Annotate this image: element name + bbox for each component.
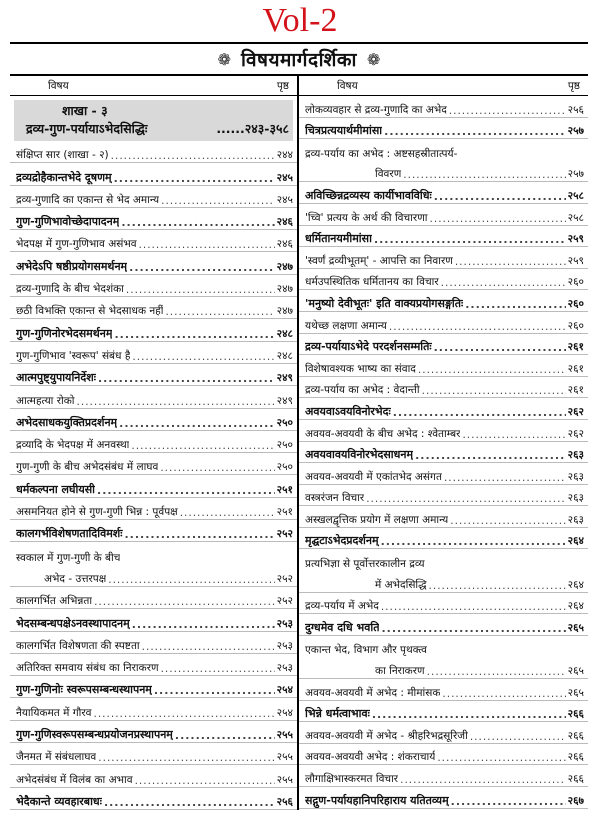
dot-leader <box>121 216 274 229</box>
toc-entry <box>299 657 588 679</box>
entry-text: आत्महत्या रोको <box>16 394 75 407</box>
entry-text: सद्गुण-पर्यायहानिपरिहाराय यतितव्यम् <box>305 793 449 807</box>
entry-page-number: २५० <box>276 439 293 452</box>
dot-leader <box>381 601 566 613</box>
toc-entry <box>299 161 588 183</box>
left-column-header <box>10 76 297 96</box>
entry-page-number: २५३ <box>276 639 293 652</box>
entry-page-number: २५३ <box>276 662 293 675</box>
toc-entry <box>10 743 297 765</box>
entry-text: 'स्वर्णं द्रव्यीभूतम्' - आपत्ति का निवारण <box>305 254 453 267</box>
entry-text: भेदैकान्ते व्यवहारबाधः <box>16 794 102 808</box>
entry-text: अभेद - उत्तरपक्ष <box>44 572 107 585</box>
dot-leader <box>94 596 275 608</box>
dot-leader <box>77 396 275 408</box>
toc-entry <box>299 442 588 464</box>
dot-leader <box>374 233 566 246</box>
entry-page-number: २४४ <box>276 149 293 162</box>
entry-page-number: २६३ <box>567 492 584 505</box>
entry-text: धर्मितानयमीमांसा <box>305 232 372 246</box>
entry-page-number: २६७ <box>567 794 584 807</box>
toc-entry <box>299 204 588 226</box>
toc-entry <box>299 334 588 356</box>
entry-page-number: २६० <box>567 297 584 310</box>
toc-entry <box>299 765 588 787</box>
toc-entry <box>10 252 297 274</box>
entry-text: द्रव्यद्रोहैकान्तभेदे दूषणम् <box>16 170 112 184</box>
entry-page-number: २५८ <box>567 189 584 202</box>
dot-leader <box>465 298 565 311</box>
dot-leader <box>381 622 565 635</box>
entry-text: आत्मपुष्ट्युपायनिर्देशः <box>16 371 96 385</box>
volume-label: Vol-2 <box>262 2 338 39</box>
entry-page-number: २६६ <box>567 751 584 764</box>
entry-page-number: २४६ <box>276 216 293 229</box>
dot-leader <box>114 328 274 341</box>
page-title: विषयमार्गदर्शिका <box>241 49 357 71</box>
toc-entry <box>299 420 588 442</box>
entry-page-number: २५८ <box>567 211 584 224</box>
toc-entry <box>10 542 297 564</box>
dot-leader <box>104 796 275 809</box>
entry-text: वस्त्ररंजन विचार <box>305 492 365 505</box>
toc-entry <box>299 614 588 636</box>
toc-entry <box>10 609 297 631</box>
toc-entry <box>10 565 297 587</box>
toc-entry <box>299 679 588 701</box>
toc-entry <box>299 744 588 766</box>
dot-leader <box>98 372 275 385</box>
toc-entry <box>10 163 297 185</box>
entry-page-number: २६१ <box>567 384 584 397</box>
dot-leader <box>119 417 274 430</box>
toc-entry <box>299 528 588 550</box>
entry-text: अवयव-अवयवी अभेद : शंकराचार्य <box>305 751 436 764</box>
entry-page-number: २५२ <box>276 528 293 541</box>
entry-text: एकान्त भेद, विभाग और पृथक्त्व <box>305 644 427 657</box>
dot-leader <box>131 440 274 452</box>
entry-text: कालगर्भित विशेषणता की स्पष्टता <box>16 639 140 652</box>
dot-leader <box>449 105 566 117</box>
entry-text: स्वकाल में गुण-गुणी के बीच <box>16 551 121 564</box>
dot-leader <box>114 172 275 185</box>
entry-text: में अभेदसिद्धि <box>375 578 427 591</box>
toc-entry <box>10 409 297 431</box>
entry-text: लोकव्यवहार से द्रव्य-गुणादि का अभेद <box>305 103 447 116</box>
entry-page-number: २५० <box>276 416 293 429</box>
toc-entry <box>10 475 297 497</box>
dot-leader <box>441 277 566 289</box>
dot-leader <box>135 775 275 787</box>
toc-entry <box>299 549 588 571</box>
entry-page-number: २५९ <box>567 254 584 267</box>
toc-entry <box>10 297 297 319</box>
entry-text: विवरण <box>375 168 402 181</box>
entry-text: द्रव्य-गुणादि का एकान्त से भेद अमान्य <box>16 193 160 206</box>
entry-text: भेदसम्बन्धपक्षेऽनवस्थापादनम् <box>16 616 130 630</box>
entry-page-number: २६३ <box>567 513 584 526</box>
entry-page-number: २६४ <box>567 578 584 591</box>
toc-entry <box>299 377 588 399</box>
toc-entry <box>10 698 297 720</box>
dot-leader <box>455 256 566 268</box>
dot-leader <box>434 341 566 354</box>
toc-entry <box>299 290 588 312</box>
entry-page-number: २६४ <box>567 600 584 613</box>
toc-entry <box>299 182 588 204</box>
page-header: पृष्ठ <box>567 79 580 92</box>
entry-text: विशेषावश्यक भाष्य का संवाद <box>305 362 416 375</box>
contents-columns <box>10 76 588 810</box>
dot-leader <box>126 284 275 296</box>
left-column <box>10 76 299 810</box>
entry-text: चित्रप्रत्ययार्थमीमांसा <box>305 124 383 138</box>
entry-text: अवयव-अवयवी में अभेद - श्रीहरिभद्रसूरिजी <box>305 729 468 742</box>
entry-page-number: २६६ <box>567 773 584 785</box>
dot-leader <box>381 535 566 548</box>
entry-page-number: २६० <box>567 319 584 332</box>
entry-page-number: २६१ <box>567 362 584 375</box>
entry-page-number: २४९ <box>276 394 293 407</box>
entry-text: धर्मउपस्थितिक धर्मितानय का विचार <box>305 276 439 289</box>
dot-leader <box>129 261 274 274</box>
entry-text: गुण-गुणिभावोच्छेदापादनम् <box>16 215 120 229</box>
entry-page-number: २५५ <box>276 729 293 742</box>
entry-text: गुण-गुणिस्वरूपसम्बन्धप्रयोजनप्रस्थापनम् <box>16 728 173 742</box>
entry-page-number: २४८ <box>276 327 293 340</box>
entry-text: 'च्वि' प्रत्यय के अर्थ की विचारणा <box>305 211 428 224</box>
page-header: पृष्ठ <box>276 79 289 92</box>
entry-text: यथेच्छ लक्षणा अमान्य <box>305 319 387 332</box>
section-title-row <box>18 120 289 138</box>
toc-entry <box>10 230 297 252</box>
entry-text: द्रव्य-पर्याय का अभेद : वेदान्ती <box>305 384 420 397</box>
dot-leader <box>108 574 274 586</box>
toc-entry <box>10 208 297 230</box>
entry-page-number: २६४ <box>567 535 584 548</box>
toc-entry <box>299 571 588 593</box>
toc-entry <box>10 676 297 698</box>
entry-page-number: २५१ <box>276 483 293 496</box>
dot-leader <box>132 351 274 363</box>
entry-text: अवयव-अवयवी में अभेद : मीमांसक <box>305 686 441 699</box>
toc-entry <box>299 226 588 248</box>
toc-entry <box>299 636 588 658</box>
dot-leader <box>165 306 274 318</box>
entry-text: अस्खलद्वृत्तिक प्रयोग में लक्षणा अमान्य <box>305 513 449 526</box>
toc-entry <box>10 520 297 542</box>
entry-text: धर्मकल्पना लघीयसी <box>16 482 96 496</box>
entry-text: कालगर्भविशेषणतादिविमर्शः <box>16 527 123 541</box>
toc-entry <box>299 506 588 528</box>
toc-entry <box>299 96 588 118</box>
title-bar <box>10 42 588 76</box>
section-heading: शाखा - ३ <box>62 103 108 118</box>
dot-leader <box>418 364 566 376</box>
dot-leader <box>175 729 275 742</box>
dot-leader <box>161 195 275 207</box>
right-column <box>299 76 588 810</box>
dot-leader <box>462 429 565 441</box>
entry-text: प्रत्यभिज्ञा से पूर्वोत्तरकालीन द्रव्य <box>305 558 425 571</box>
toc-entry <box>299 701 588 723</box>
dot-leader <box>450 515 565 527</box>
entry-page-number: २४८ <box>276 349 293 362</box>
dot-leader <box>415 449 566 462</box>
entry-text: 'मनुष्यो देवीभूतः' इति वाक्यप्रयोगसङ्गतिः <box>305 296 464 310</box>
entry-page-number: २६५ <box>567 686 584 699</box>
entry-text: लौगाक्षिभास्करमत विचार <box>305 773 399 785</box>
entry-page-number: २५७ <box>567 168 584 181</box>
entry-page-number: २६१ <box>567 341 584 354</box>
dot-leader <box>97 484 275 497</box>
section-title: द्रव्य-गुण-पर्यायाऽभेदसिद्धिः <box>26 121 148 136</box>
entry-text: गुण-गुणिभाव 'स्वरूप' संबंध है <box>16 349 131 362</box>
entry-page-number: २५६ <box>276 795 293 808</box>
entry-text: गुण-गुणिनोरभेदसमर्थनम् <box>16 326 113 340</box>
dot-leader <box>142 641 275 653</box>
flower-ornament-icon: ❁ <box>366 49 381 69</box>
entry-text: गुण-गुणी के बीच अभेदसंबंध में लाघव <box>16 461 159 474</box>
entry-text: अभेदसंबंध में विलंब का अभाव <box>16 773 133 786</box>
toc-entry <box>299 463 588 485</box>
entry-text: नैयायिकमत में गौरव <box>16 706 92 719</box>
dot-leader <box>403 169 565 181</box>
toc-entry <box>10 364 297 386</box>
toc-entry <box>10 632 297 654</box>
dot-leader <box>154 684 275 697</box>
toc-entry <box>10 788 297 810</box>
entry-page-number: २५४ <box>276 684 293 697</box>
dot-leader <box>393 406 566 419</box>
toc-entry <box>10 319 297 341</box>
entry-page-number: २५२ <box>276 572 293 585</box>
toc-entry <box>299 722 588 744</box>
toc-entry <box>299 139 588 161</box>
entry-page-number: २६० <box>567 276 584 289</box>
subject-header: विषय <box>337 79 358 92</box>
entry-text: भेदपक्ष में गुण-गुणिभाव असंभव <box>16 238 137 251</box>
entry-text: अभेदसाधकयुक्तिप्रदर्शनम् <box>16 415 118 429</box>
toc-entry <box>299 593 588 615</box>
entry-page-number: २४७ <box>276 283 293 296</box>
dot-leader <box>384 125 565 138</box>
dot-leader <box>437 752 565 764</box>
entry-text: गुण-गुणिनोः स्वरूपसम्बन्धस्थापनम् <box>16 683 152 697</box>
toc-entry <box>299 269 588 291</box>
entry-page-number: २५१ <box>276 506 293 519</box>
entry-text: भिन्ने धर्मत्वाभावः <box>305 707 370 721</box>
right-column-header <box>299 76 588 96</box>
toc-entry <box>10 721 297 743</box>
dot-leader <box>389 321 566 333</box>
entry-text: द्रव्य-पर्याय का अभेद : अष्टसहस्रीतात्पर्य- <box>305 147 458 160</box>
dot-leader <box>427 666 566 678</box>
entry-text: संक्षिप्त सार (शाखा - २) <box>16 149 109 162</box>
entry-text: अविच्छिन्नद्रव्यस्य कार्यीभावविधिः <box>305 188 432 202</box>
entry-page-number: २६६ <box>567 729 584 742</box>
entry-page-number: २६५ <box>567 665 584 678</box>
toc-entry <box>10 342 297 364</box>
entry-page-number: २४६ <box>276 238 293 251</box>
entry-page-number: २६३ <box>567 449 584 462</box>
dot-leader <box>94 708 275 720</box>
dot-leader <box>444 472 566 484</box>
toc-entry <box>10 498 297 520</box>
entry-text: मृद्घटाऽभेदप्रदर्शनम् <box>305 534 379 548</box>
entry-page-number: २६६ <box>567 708 584 721</box>
dot-leader <box>422 385 566 397</box>
entry-page-number: २४५ <box>276 171 293 184</box>
toc-entry <box>10 587 297 609</box>
entry-page-number: २६२ <box>567 427 584 440</box>
dot-leader <box>98 752 274 764</box>
dot-leader <box>161 663 275 675</box>
toc-entry <box>10 654 297 676</box>
entry-page-number: २५३ <box>276 617 293 630</box>
entry-text: द्रव्य-गुणादि के बीच भेदशंका <box>16 283 124 296</box>
toc-entry <box>299 312 588 334</box>
entry-text: असमनियत होने से गुण-गुणी भिन्न : पूर्वपक्ष <box>16 506 178 519</box>
toc-entry <box>299 247 588 269</box>
entry-page-number: २४५ <box>276 193 293 206</box>
right-entry-list <box>299 96 588 809</box>
entry-text: दुग्धमेव दधि भवति <box>305 620 380 634</box>
dot-leader <box>429 580 566 592</box>
toc-entry <box>299 355 588 377</box>
toc-entry <box>299 118 588 140</box>
entry-text: द्रव्यादि के भेदपक्ष में अनवस्था <box>16 439 130 452</box>
dot-leader <box>372 708 566 721</box>
entry-text: का निराकरण <box>375 665 425 678</box>
entry-text: अभेदेऽपि षष्ठीप्रयोगसमर्थनम् <box>16 259 128 273</box>
toc-entry <box>299 398 588 420</box>
entry-page-number: २४७ <box>276 260 293 273</box>
entry-page-number: २५२ <box>276 595 293 608</box>
dot-leader <box>111 150 275 162</box>
entry-page-number: २५४ <box>276 706 293 719</box>
dot-leader <box>132 618 275 631</box>
entry-text: जैनमत में संबंधलाघव <box>16 751 97 764</box>
toc-entry <box>10 386 297 408</box>
dot-leader <box>430 213 566 225</box>
entry-page-number: २४९ <box>276 372 293 385</box>
left-entry-list <box>10 141 297 810</box>
dot-leader <box>160 462 274 474</box>
entry-page-number: २५५ <box>276 751 293 764</box>
entry-page-number: २५९ <box>567 233 584 246</box>
entry-text: अतिरिक्त समवाय संबंध का निराकरण <box>16 662 159 675</box>
entry-text: द्रव्य-पर्याय में अभेद <box>305 600 379 613</box>
entry-page-number: २६२ <box>567 405 584 418</box>
entry-page-number: २६३ <box>567 470 584 483</box>
entry-text: अवयव-अवयवी में एकांतभेद असंगत <box>305 470 442 483</box>
entry-page-number: २४७ <box>276 305 293 318</box>
subject-header: विषय <box>48 79 69 92</box>
toc-entry <box>299 485 588 507</box>
entry-page-number: २५५ <box>276 773 293 786</box>
entry-text: अवयवाऽवयविनोरभेदः <box>305 404 391 418</box>
dot-leader <box>451 795 566 808</box>
toc-entry <box>10 141 297 163</box>
entry-text: द्रव्य-पर्यायाऽभेदे परदर्शनसम्मतिः <box>305 340 432 354</box>
entry-text: अवयवावयविनोरभेदसाधनम् <box>305 448 414 462</box>
entry-text: छठी विभक्ति एकान्त से भेदसाधक नहीं <box>16 305 164 318</box>
entry-text: कालगर्भित अभिन्नता <box>16 595 93 608</box>
section-box <box>14 100 293 141</box>
dot-leader <box>470 731 566 743</box>
dot-leader <box>400 774 566 786</box>
toc-entry <box>10 186 297 208</box>
dot-leader <box>434 190 566 203</box>
toc-entry <box>10 275 297 297</box>
section-page-range: ......२४३-३५८ <box>216 121 289 136</box>
entry-text: अवयव-अवयवी के बीच अभेद : श्वेताम्बर <box>305 427 461 440</box>
dot-leader <box>125 528 275 541</box>
dot-leader <box>180 507 275 519</box>
toc-entry <box>10 453 297 475</box>
entry-page-number: २५७ <box>567 125 584 138</box>
dot-leader <box>139 239 275 251</box>
dot-leader <box>366 493 565 505</box>
toc-entry <box>10 765 297 787</box>
entry-page-number: २६५ <box>567 621 584 634</box>
toc-entry <box>10 431 297 453</box>
flower-ornament-icon: ❁ <box>217 49 232 69</box>
entry-page-number: २५६ <box>567 103 584 116</box>
dot-leader <box>442 688 565 700</box>
entry-page-number: २५० <box>276 461 293 474</box>
toc-entry <box>299 787 588 809</box>
